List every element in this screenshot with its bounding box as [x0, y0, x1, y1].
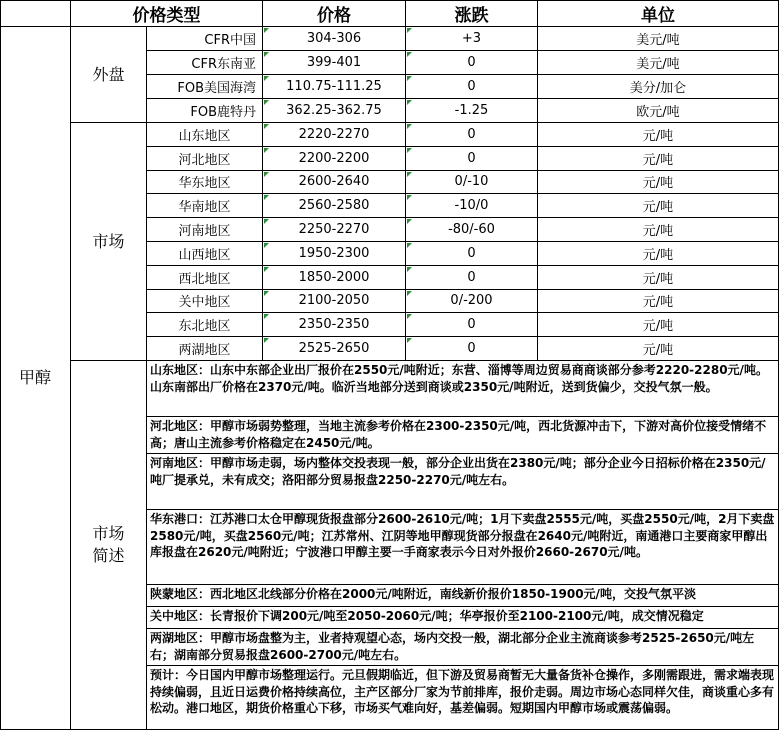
market-region-cell	[147, 337, 263, 361]
market-region-text: 山西地区	[178, 247, 231, 263]
market-unit-text: 元/吨	[642, 343, 674, 359]
market-region-cell	[147, 242, 263, 266]
foreign-change-cell	[406, 51, 538, 75]
market-change-cell	[406, 147, 538, 171]
market-change-text: 0	[467, 317, 476, 333]
market-price-text: 2200-2200	[298, 150, 370, 166]
foreign-unit-cell	[538, 27, 779, 51]
market-summary-block: 两湖地区：甲醇市场盘整为主，业者持观望心态，场内交投一般，湖北部分企业主流商谈参考2525-2650元/吨左右；湖南部分贸易报盘2600-2700元/吨左右。	[147, 629, 779, 666]
market-price-cell	[263, 242, 406, 266]
foreign-region-cell	[147, 75, 263, 99]
market-region-cell	[147, 290, 263, 314]
cell-marker-icon	[407, 76, 412, 81]
market-region-text: 河南地区	[178, 224, 231, 240]
market-price-text: 2600-2640	[298, 174, 370, 190]
cell-marker-icon	[407, 148, 412, 153]
market-region-text: 关中地区	[178, 295, 231, 311]
market-region-text: 两湖地区	[178, 343, 231, 359]
foreign-price-text: 304-306	[306, 31, 362, 46]
foreign-price-text: 110.75-111.25	[286, 79, 382, 94]
cell-marker-icon	[264, 52, 269, 57]
market-region-text: 华东地区	[178, 176, 231, 192]
foreign-region-cell	[147, 99, 263, 123]
foreign-unit-text: 美元/吨	[636, 33, 680, 48]
market-change-text: 0/-10	[454, 174, 489, 190]
market-unit-text: 元/吨	[642, 295, 674, 311]
cell-marker-icon	[264, 243, 269, 248]
market-change-cell	[406, 337, 538, 361]
market-change-text: 0	[467, 341, 476, 357]
header-price: 价格	[263, 0, 406, 27]
market-unit-text: 元/吨	[642, 319, 674, 335]
market-unit-cell	[538, 218, 779, 242]
market-unit-cell	[538, 147, 779, 171]
market-price-text: 2350-2350	[298, 317, 370, 333]
market-price-text: 1850-2000	[298, 269, 370, 285]
market-region-cell	[147, 218, 263, 242]
market-unit-cell	[538, 337, 779, 361]
foreign-region-text: FOB美国海湾	[177, 81, 256, 96]
foreign-price-text: 399-401	[306, 55, 362, 70]
foreign-price-cell	[263, 75, 406, 99]
header-price-type: 价格类型	[71, 0, 263, 27]
cell-marker-icon	[407, 195, 412, 200]
market-unit-cell	[538, 242, 779, 266]
product-cell: 甲醇	[0, 27, 71, 730]
cell-marker-icon	[264, 219, 269, 224]
market-unit-cell	[538, 290, 779, 314]
market-region-cell	[147, 194, 263, 218]
cell-marker-icon	[264, 148, 269, 153]
market-change-text: 0	[467, 245, 476, 261]
foreign-change-text: 0	[467, 79, 476, 94]
market-unit-cell	[538, 171, 779, 195]
market-unit-text: 元/吨	[642, 200, 674, 216]
header-change: 涨跌	[406, 0, 538, 27]
foreign-unit-cell	[538, 75, 779, 99]
section-summary: 市场 简述	[71, 361, 147, 730]
market-change-cell	[406, 171, 538, 195]
market-price-cell	[263, 147, 406, 171]
market-summary-block: 河北地区：甲醇市场弱势整理，当地主流参考价格在2300-2350元/吨，西北货源冲击下，下游对高价位接受情绪不高；唐山主流参考价格稳定在2450元/吨。	[147, 417, 779, 454]
market-price-text: 2220-2270	[298, 126, 370, 142]
foreign-change-text: -1.25	[454, 103, 489, 118]
market-price-cell	[263, 337, 406, 361]
cell-marker-icon	[264, 28, 269, 33]
cell-marker-icon	[407, 219, 412, 224]
market-summary-block: 预计：今日国内甲醇市场整理运行。元旦假期临近，但下游及贸易商暂无大量备货补仓操作，多刚需跟进，需求端表现持续偏弱，且近日运费价格持续高位，主产区部分厂家为节前排库，报价走弱。周边市场心态同样欠佳，商谈重心多有松动。港口地区，期货价格重心下移，市场买气难向好，基差偏弱。短期国内甲醇市场或震荡偏弱。	[147, 666, 779, 730]
cell-marker-icon	[407, 243, 412, 248]
market-unit-cell	[538, 266, 779, 290]
market-change-text: -10/0	[454, 198, 489, 214]
cell-marker-icon	[407, 314, 412, 319]
market-region-cell	[147, 147, 263, 171]
market-price-text: 2250-2270	[298, 222, 370, 238]
market-region-text: 山东地区	[178, 128, 231, 144]
market-summary-block: 河南地区：甲醇市场走弱，场内整体交投表现一般，部分企业出货在2380元/吨；部分企业今日招标价格在2350元/吨厂提承兑，未有成交；洛阳部分贸易报盘2250-2270元/吨左右。	[147, 454, 779, 510]
market-change-text: -80/-60	[448, 222, 495, 238]
cell-marker-icon	[264, 124, 269, 129]
cell-marker-icon	[407, 52, 412, 57]
market-region-cell	[147, 171, 263, 195]
market-unit-text: 元/吨	[642, 224, 674, 240]
market-change-cell	[406, 123, 538, 147]
cell-marker-icon	[407, 291, 412, 296]
market-change-cell	[406, 242, 538, 266]
market-unit-text: 元/吨	[642, 271, 674, 287]
market-price-text: 1950-2300	[298, 245, 370, 261]
market-region-text: 河北地区	[178, 152, 231, 168]
market-region-text: 东北地区	[178, 319, 231, 335]
market-unit-text: 元/吨	[642, 247, 674, 263]
market-region-text: 华南地区	[178, 200, 231, 216]
foreign-price-cell	[263, 27, 406, 51]
foreign-region-text: CFR中国	[204, 33, 256, 48]
market-summary-block: 陕蒙地区：西北地区北线部分价格在2000元/吨附近，南线新价报价1850-1900元/吨，交投气氛平淡	[147, 585, 779, 607]
cell-marker-icon	[407, 100, 412, 105]
cell-marker-icon	[264, 76, 269, 81]
market-price-cell	[263, 266, 406, 290]
market-price-text: 2525-2650	[298, 341, 370, 357]
market-unit-text: 元/吨	[642, 176, 674, 192]
market-region-cell	[147, 123, 263, 147]
market-price-cell	[263, 171, 406, 195]
market-unit-cell	[538, 123, 779, 147]
foreign-unit-text: 美分/加仑	[629, 81, 687, 96]
foreign-change-cell	[406, 27, 538, 51]
foreign-region-cell	[147, 27, 263, 51]
market-price-cell	[263, 194, 406, 218]
foreign-price-cell	[263, 99, 406, 123]
cell-marker-icon	[407, 124, 412, 129]
foreign-change-text: 0	[467, 55, 476, 70]
market-change-text: 0	[467, 126, 476, 142]
market-change-cell	[406, 290, 538, 314]
cell-marker-icon	[264, 195, 269, 200]
cell-marker-icon	[264, 291, 269, 296]
foreign-change-text: +3	[461, 31, 482, 46]
cell-marker-icon	[264, 267, 269, 272]
market-price-cell	[263, 290, 406, 314]
market-change-text: 0	[467, 269, 476, 285]
foreign-unit-cell	[538, 51, 779, 75]
cell-marker-icon	[264, 314, 269, 319]
market-price-cell	[263, 218, 406, 242]
foreign-unit-text: 美元/吨	[636, 57, 680, 72]
market-region-cell	[147, 313, 263, 337]
foreign-price-text: 362.25-362.75	[286, 103, 382, 118]
foreign-region-cell	[147, 51, 263, 75]
foreign-region-text: FOB鹿特丹	[190, 105, 256, 120]
foreign-change-cell	[406, 75, 538, 99]
market-price-cell	[263, 313, 406, 337]
market-region-text: 西北地区	[178, 271, 231, 287]
section-foreign: 外盘	[71, 27, 147, 123]
market-region-cell	[147, 266, 263, 290]
cell-marker-icon	[264, 100, 269, 105]
market-unit-text: 元/吨	[642, 152, 674, 168]
cell-marker-icon	[407, 267, 412, 272]
foreign-unit-text: 欧元/吨	[636, 105, 680, 120]
market-change-text: 0/-200	[450, 293, 493, 309]
header-blank-cell	[0, 0, 71, 27]
market-summary-block: 关中地区：长青报价下调200元/吨至2050-2060元/吨；华亭报价至2100-2100元/吨，成交情况稳定	[147, 607, 779, 629]
market-price-text: 2100-2050	[298, 293, 370, 309]
market-change-cell	[406, 194, 538, 218]
cell-marker-icon	[407, 28, 412, 33]
section-market: 市场	[71, 123, 147, 361]
cell-marker-icon	[407, 338, 412, 343]
market-change-text: 0	[467, 150, 476, 166]
market-price-text: 2560-2580	[298, 198, 370, 214]
market-summary-block: 华东港口：江苏港口太仓甲醇现货报盘部分2600-2610元/吨；1月下卖盘2555元/吨，买盘2550元/吨，2月下卖盘2580元/吨，买盘2560元/吨；江苏常州、江阴等地甲醇现货部分报盘在2640元/吨附近，南通港口主要商家甲醇出库报盘在2620元/吨附近；宁波港口甲醇主要一手商家表示今日对外报价2660-2670元/吨。	[147, 510, 779, 585]
market-unit-text: 元/吨	[642, 128, 674, 144]
market-unit-cell	[538, 194, 779, 218]
foreign-region-text: CFR东南亚	[191, 57, 256, 72]
market-unit-cell	[538, 313, 779, 337]
market-change-cell	[406, 218, 538, 242]
market-change-cell	[406, 313, 538, 337]
foreign-change-cell	[406, 99, 538, 123]
cell-marker-icon	[407, 172, 412, 177]
foreign-unit-cell	[538, 99, 779, 123]
foreign-price-cell	[263, 51, 406, 75]
header-unit: 单位	[538, 0, 779, 27]
cell-marker-icon	[264, 338, 269, 343]
market-price-cell	[263, 123, 406, 147]
cell-marker-icon	[264, 172, 269, 177]
market-change-cell	[406, 266, 538, 290]
market-summary-block: 山东地区：山东中东部企业出厂报价在2550元/吨附近；东营、淄博等周边贸易商商谈部分参考2220-2280元/吨。山东南部出厂价格在2370元/吨。临沂当地部分送到商谈或2350元/吨附近，送到货偏少，交投气氛一般。	[147, 361, 779, 417]
